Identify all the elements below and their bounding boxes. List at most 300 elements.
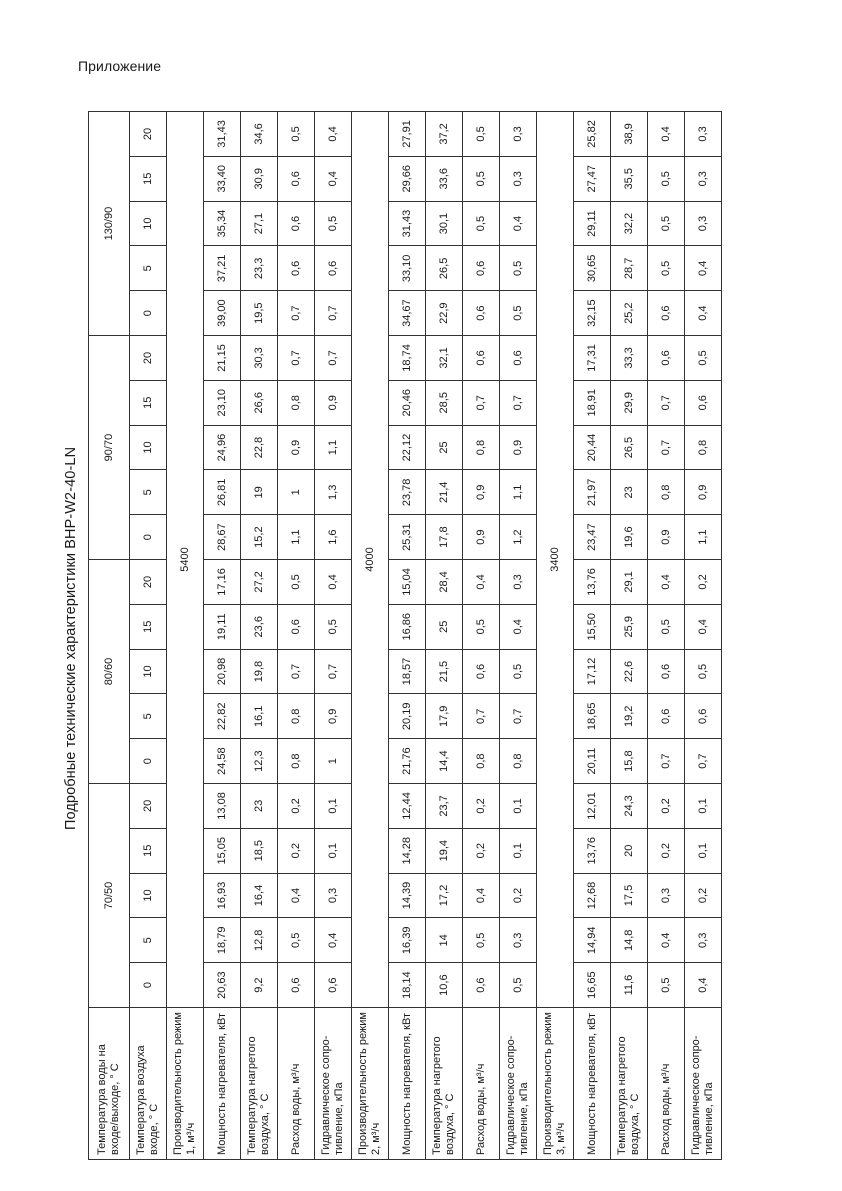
value-cell: 0,4 — [278, 873, 315, 918]
value-cell: 16,65 — [574, 963, 611, 1008]
value-cell: 29,66 — [389, 156, 426, 201]
value-cell: 0,5 — [500, 291, 537, 336]
value-cell: 0,7 — [648, 425, 685, 470]
value-cell: 0,4 — [685, 246, 722, 291]
value-cell: 0,6 — [278, 604, 315, 649]
value-cell: 23,47 — [574, 515, 611, 560]
value-cell: 18,65 — [574, 694, 611, 739]
value-cell: 0,5 — [648, 963, 685, 1008]
value-cell: 25,2 — [611, 291, 648, 336]
parameter-label: Расход воды, м³/ч — [463, 1008, 500, 1160]
value-cell: 0,6 — [500, 336, 537, 381]
value-cell: 16,93 — [204, 873, 241, 918]
value-cell: 0,3 — [500, 156, 537, 201]
parameter-label: Мощность нагревателя, кВт — [204, 1008, 241, 1160]
value-cell: 15,2 — [241, 515, 278, 560]
value-cell: 19,6 — [611, 515, 648, 560]
value-cell: 33,10 — [389, 246, 426, 291]
value-cell: 27,91 — [389, 112, 426, 157]
value-cell: 0,6 — [648, 291, 685, 336]
value-cell: 34,6 — [241, 112, 278, 157]
value-cell: 21,76 — [389, 739, 426, 784]
value-cell: 1,1 — [315, 425, 352, 470]
value-cell: 0,5 — [278, 918, 315, 963]
value-cell: 31,43 — [204, 112, 241, 157]
mode-label: Производительность режим 1, м³/ч — [167, 1008, 204, 1160]
value-cell: 32,1 — [426, 336, 463, 381]
value-cell: 1,3 — [315, 470, 352, 515]
value-cell: 27,47 — [574, 156, 611, 201]
value-cell: 0,6 — [278, 156, 315, 201]
value-cell: 1 — [278, 470, 315, 515]
value-cell: 0,5 — [500, 649, 537, 694]
value-cell: 0,9 — [685, 470, 722, 515]
value-cell: 26,6 — [241, 380, 278, 425]
value-cell: 0,6 — [315, 246, 352, 291]
value-cell: 0,4 — [648, 560, 685, 605]
value-cell: 18,57 — [389, 649, 426, 694]
value-cell: 0,7 — [500, 380, 537, 425]
value-cell: 21,97 — [574, 470, 611, 515]
value-cell: 1 — [315, 739, 352, 784]
value-cell: 0,9 — [648, 515, 685, 560]
value-cell: 12,44 — [389, 784, 426, 829]
parameter-label: Гидравлическое сопро- тивление, кПа — [685, 1008, 722, 1160]
value-cell: 30,3 — [241, 336, 278, 381]
value-cell: 24,96 — [204, 425, 241, 470]
data-row — [241, 112, 278, 1160]
value-cell: 11,6 — [611, 963, 648, 1008]
value-cell: 16,4 — [241, 873, 278, 918]
value-cell: 29,1 — [611, 560, 648, 605]
value-cell: 1,2 — [500, 515, 537, 560]
value-cell: 0,7 — [500, 694, 537, 739]
value-cell: 15,50 — [574, 604, 611, 649]
value-cell: 24,58 — [204, 739, 241, 784]
value-cell: 26,81 — [204, 470, 241, 515]
mode-label: Производительность режим 2, м³/ч — [352, 1008, 389, 1160]
value-cell: 16,86 — [389, 604, 426, 649]
value-cell: 0,6 — [463, 963, 500, 1008]
value-cell: 0,6 — [463, 336, 500, 381]
value-cell: 0,7 — [685, 739, 722, 784]
value-cell: 25 — [426, 425, 463, 470]
value-cell: 0,5 — [463, 604, 500, 649]
parameter-label: Гидравлическое сопро- тивление, кПа — [500, 1008, 537, 1160]
data-row — [463, 112, 500, 1160]
value-cell: 0,7 — [648, 739, 685, 784]
value-cell: 29,9 — [611, 380, 648, 425]
document-title: Подробные технические характеристики ВНР-W2-40-LN — [63, 446, 79, 830]
value-cell: 0,6 — [648, 649, 685, 694]
value-cell: 18,14 — [389, 963, 426, 1008]
value-cell: 17,31 — [574, 336, 611, 381]
value-cell: 0,5 — [315, 201, 352, 246]
data-row — [389, 112, 426, 1160]
value-cell: 37,2 — [426, 112, 463, 157]
air-temp-header-cell: 5 — [130, 470, 167, 515]
value-cell: 0,9 — [500, 425, 537, 470]
value-cell: 0,3 — [315, 873, 352, 918]
mode-row — [537, 112, 574, 1160]
value-cell: 0,4 — [500, 201, 537, 246]
air-temp-header-cell: 5 — [130, 918, 167, 963]
value-cell: 28,4 — [426, 560, 463, 605]
value-cell: 0,9 — [463, 470, 500, 515]
value-cell: 0,9 — [463, 515, 500, 560]
data-row — [204, 112, 241, 1160]
value-cell: 0,7 — [463, 694, 500, 739]
mode-row — [352, 112, 389, 1160]
value-cell: 18,79 — [204, 918, 241, 963]
value-cell: 0,6 — [315, 963, 352, 1008]
page-header: Приложение — [78, 58, 162, 74]
parameter-label: Гидравлическое сопро- тивление, кПа — [315, 1008, 352, 1160]
value-cell: 22,12 — [389, 425, 426, 470]
parameter-label: Температура нагретого воздуха, ° С — [611, 1008, 648, 1160]
value-cell: 0,4 — [315, 156, 352, 201]
value-cell: 0,1 — [500, 828, 537, 873]
value-cell: 0,2 — [278, 784, 315, 829]
value-cell: 20,44 — [574, 425, 611, 470]
value-cell: 0,5 — [278, 560, 315, 605]
value-cell: 0,5 — [315, 604, 352, 649]
value-cell: 13,76 — [574, 560, 611, 605]
value-cell: 0,6 — [648, 694, 685, 739]
air-temp-header-cell: 20 — [130, 336, 167, 381]
value-cell: 0,3 — [685, 201, 722, 246]
air-temp-header-cell: 20 — [130, 784, 167, 829]
value-cell: 15,04 — [389, 560, 426, 605]
value-cell: 0,6 — [463, 649, 500, 694]
value-cell: 0,6 — [463, 291, 500, 336]
value-cell: 17,8 — [426, 515, 463, 560]
value-cell: 28,5 — [426, 380, 463, 425]
value-cell: 25 — [426, 604, 463, 649]
water-temp-header-row — [89, 112, 130, 1160]
value-cell: 0,4 — [463, 873, 500, 918]
value-cell: 18,74 — [389, 336, 426, 381]
value-cell: 18,5 — [241, 828, 278, 873]
value-cell: 0,1 — [685, 784, 722, 829]
value-cell: 0,4 — [463, 560, 500, 605]
value-cell: 35,5 — [611, 156, 648, 201]
value-cell: 19 — [241, 470, 278, 515]
air-temp-header-cell: 0 — [130, 515, 167, 560]
value-cell: 24,3 — [611, 784, 648, 829]
value-cell: 23,10 — [204, 380, 241, 425]
value-cell: 0,9 — [315, 380, 352, 425]
value-cell: 22,8 — [241, 425, 278, 470]
value-cell: 27,2 — [241, 560, 278, 605]
value-cell: 19,8 — [241, 649, 278, 694]
value-cell: 0,4 — [315, 918, 352, 963]
value-cell: 12,01 — [574, 784, 611, 829]
value-cell: 0,8 — [463, 425, 500, 470]
value-cell: 0,5 — [463, 918, 500, 963]
parameter-label: Мощность нагревателя, кВт — [389, 1008, 426, 1160]
mode-airflow-value: 5400 — [167, 112, 204, 1008]
value-cell: 0,6 — [278, 963, 315, 1008]
mode-row — [167, 112, 204, 1160]
value-cell: 17,5 — [611, 873, 648, 918]
data-row — [426, 112, 463, 1160]
value-cell: 0,2 — [278, 828, 315, 873]
value-cell: 25,82 — [574, 112, 611, 157]
value-cell: 0,7 — [315, 336, 352, 381]
mode-label: Производительность режим 3, м³/ч — [537, 1008, 574, 1160]
parameter-label: Расход воды, м³/ч — [278, 1008, 315, 1160]
value-cell: 0,4 — [315, 112, 352, 157]
value-cell: 0,4 — [648, 112, 685, 157]
value-cell: 20,11 — [574, 739, 611, 784]
value-cell: 25,31 — [389, 515, 426, 560]
value-cell: 0,9 — [315, 694, 352, 739]
value-cell: 0,4 — [315, 560, 352, 605]
value-cell: 18,91 — [574, 380, 611, 425]
value-cell: 26,5 — [611, 425, 648, 470]
value-cell: 22,82 — [204, 694, 241, 739]
value-cell: 21,5 — [426, 649, 463, 694]
value-cell: 39,00 — [204, 291, 241, 336]
value-cell: 30,1 — [426, 201, 463, 246]
value-cell: 0,5 — [648, 246, 685, 291]
value-cell: 0,5 — [648, 156, 685, 201]
value-cell: 32,15 — [574, 291, 611, 336]
value-cell: 34,67 — [389, 291, 426, 336]
air-temp-header-cell: 15 — [130, 156, 167, 201]
value-cell: 20,98 — [204, 649, 241, 694]
value-cell: 0,5 — [500, 246, 537, 291]
air-temp-header-cell: 0 — [130, 739, 167, 784]
value-cell: 0,7 — [463, 380, 500, 425]
value-cell: 0,3 — [685, 112, 722, 157]
value-cell: 17,2 — [426, 873, 463, 918]
value-cell: 0,7 — [278, 291, 315, 336]
value-cell: 25,9 — [611, 604, 648, 649]
value-cell: 0,7 — [315, 291, 352, 336]
value-cell: 0,4 — [685, 291, 722, 336]
air-temp-header-cell: 0 — [130, 291, 167, 336]
value-cell: 23,6 — [241, 604, 278, 649]
value-cell: 1,1 — [500, 470, 537, 515]
value-cell: 0,8 — [463, 739, 500, 784]
water-temp-row-label: Температура воды на входе/выходе, ° С — [89, 1008, 130, 1160]
value-cell: 17,16 — [204, 560, 241, 605]
value-cell: 14,28 — [389, 828, 426, 873]
value-cell: 20,19 — [389, 694, 426, 739]
value-cell: 13,08 — [204, 784, 241, 829]
mode-airflow-value: 3400 — [537, 112, 574, 1008]
air-temp-header-row — [130, 112, 167, 1160]
value-cell: 0,5 — [685, 649, 722, 694]
value-cell: 0,5 — [278, 112, 315, 157]
air-temp-header-cell: 15 — [130, 380, 167, 425]
data-row — [574, 112, 611, 1160]
value-cell: 14,8 — [611, 918, 648, 963]
value-cell: 0,6 — [685, 380, 722, 425]
value-cell: 23,3 — [241, 246, 278, 291]
value-cell: 33,6 — [426, 156, 463, 201]
value-cell: 0,5 — [463, 201, 500, 246]
parameter-label: Температура нагретого воздуха, ° С — [426, 1008, 463, 1160]
value-cell: 20,63 — [204, 963, 241, 1008]
value-cell: 23,7 — [426, 784, 463, 829]
value-cell: 29,11 — [574, 201, 611, 246]
value-cell: 0,6 — [278, 246, 315, 291]
value-cell: 19,11 — [204, 604, 241, 649]
air-temp-header-cell: 20 — [130, 560, 167, 605]
air-temp-header-cell: 5 — [130, 694, 167, 739]
value-cell: 0,7 — [278, 336, 315, 381]
value-cell: 0,7 — [315, 649, 352, 694]
water-temp-group-header: 130/90 — [89, 112, 130, 336]
spec-table-container — [88, 112, 715, 1160]
value-cell: 0,2 — [463, 828, 500, 873]
value-cell: 0,2 — [648, 828, 685, 873]
value-cell: 10,6 — [426, 963, 463, 1008]
value-cell: 28,67 — [204, 515, 241, 560]
value-cell: 0,7 — [278, 649, 315, 694]
data-row — [685, 112, 722, 1160]
value-cell: 1,1 — [685, 515, 722, 560]
parameter-label: Температура нагретого воздуха, ° С — [241, 1008, 278, 1160]
value-cell: 0,7 — [648, 380, 685, 425]
data-row — [611, 112, 648, 1160]
value-cell: 0,5 — [648, 604, 685, 649]
air-temp-header-cell: 15 — [130, 828, 167, 873]
value-cell: 13,76 — [574, 828, 611, 873]
value-cell: 0,1 — [685, 828, 722, 873]
value-cell: 0,3 — [500, 918, 537, 963]
value-cell: 14,4 — [426, 739, 463, 784]
value-cell: 0,2 — [685, 873, 722, 918]
value-cell: 16,39 — [389, 918, 426, 963]
value-cell: 1,6 — [315, 515, 352, 560]
value-cell: 0,2 — [463, 784, 500, 829]
value-cell: 0,6 — [685, 694, 722, 739]
mode-airflow-value: 4000 — [352, 112, 389, 1008]
value-cell: 0,3 — [500, 112, 537, 157]
value-cell: 1,1 — [278, 515, 315, 560]
value-cell: 0,4 — [500, 604, 537, 649]
value-cell: 12,68 — [574, 873, 611, 918]
value-cell: 0,4 — [685, 963, 722, 1008]
value-cell: 22,9 — [426, 291, 463, 336]
data-row — [648, 112, 685, 1160]
water-temp-group-header: 70/50 — [89, 784, 130, 1008]
value-cell: 35,34 — [204, 201, 241, 246]
value-cell: 31,43 — [389, 201, 426, 246]
value-cell: 19,5 — [241, 291, 278, 336]
value-cell: 0,3 — [500, 560, 537, 605]
water-temp-group-header: 90/70 — [89, 336, 130, 560]
value-cell: 0,2 — [500, 873, 537, 918]
value-cell: 0,3 — [685, 918, 722, 963]
value-cell: 14,94 — [574, 918, 611, 963]
air-temp-header-cell: 5 — [130, 246, 167, 291]
value-cell: 0,5 — [500, 963, 537, 1008]
value-cell: 0,8 — [685, 425, 722, 470]
value-cell: 20 — [611, 828, 648, 873]
value-cell: 0,5 — [648, 201, 685, 246]
spec-table — [88, 111, 722, 1160]
value-cell: 0,3 — [685, 156, 722, 201]
parameter-label: Мощность нагревателя, кВт — [574, 1008, 611, 1160]
value-cell: 0,8 — [278, 739, 315, 784]
value-cell: 0,9 — [278, 425, 315, 470]
value-cell: 30,9 — [241, 156, 278, 201]
value-cell: 20,46 — [389, 380, 426, 425]
value-cell: 0,8 — [278, 380, 315, 425]
value-cell: 17,12 — [574, 649, 611, 694]
value-cell: 0,2 — [648, 784, 685, 829]
air-temp-header-cell: 20 — [130, 112, 167, 157]
air-temp-header-cell: 10 — [130, 425, 167, 470]
air-temp-header-cell: 10 — [130, 649, 167, 694]
value-cell: 32,2 — [611, 201, 648, 246]
value-cell: 12,3 — [241, 739, 278, 784]
air-temp-header-cell: 15 — [130, 604, 167, 649]
air-temp-header-cell: 0 — [130, 963, 167, 1008]
value-cell: 19,4 — [426, 828, 463, 873]
value-cell: 0,5 — [685, 336, 722, 381]
value-cell: 22,6 — [611, 649, 648, 694]
value-cell: 0,6 — [463, 246, 500, 291]
air-temp-header-cell: 10 — [130, 201, 167, 246]
value-cell: 23 — [241, 784, 278, 829]
value-cell: 30,65 — [574, 246, 611, 291]
value-cell: 0,1 — [500, 784, 537, 829]
value-cell: 0,3 — [648, 873, 685, 918]
data-row — [278, 112, 315, 1160]
value-cell: 21,15 — [204, 336, 241, 381]
value-cell: 0,6 — [278, 201, 315, 246]
value-cell: 0,1 — [315, 784, 352, 829]
value-cell: 21,4 — [426, 470, 463, 515]
value-cell: 15,8 — [611, 739, 648, 784]
value-cell: 17,9 — [426, 694, 463, 739]
value-cell: 19,2 — [611, 694, 648, 739]
data-row — [315, 112, 352, 1160]
value-cell: 0,1 — [315, 828, 352, 873]
value-cell: 38,9 — [611, 112, 648, 157]
value-cell: 0,5 — [463, 156, 500, 201]
value-cell: 12,8 — [241, 918, 278, 963]
value-cell: 0,8 — [648, 470, 685, 515]
value-cell: 14 — [426, 918, 463, 963]
value-cell: 0,8 — [500, 739, 537, 784]
value-cell: 0,8 — [278, 694, 315, 739]
value-cell: 14,39 — [389, 873, 426, 918]
water-temp-group-header: 80/60 — [89, 560, 130, 784]
value-cell: 23,78 — [389, 470, 426, 515]
value-cell: 0,6 — [648, 336, 685, 381]
data-row — [500, 112, 537, 1160]
value-cell: 23 — [611, 470, 648, 515]
value-cell: 27,1 — [241, 201, 278, 246]
air-temp-header-cell: 10 — [130, 873, 167, 918]
value-cell: 26,5 — [426, 246, 463, 291]
air-temp-row-label: Температура воздуха входе, ° С — [130, 1008, 167, 1160]
parameter-label: Расход воды, м³/ч — [648, 1008, 685, 1160]
value-cell: 0,2 — [685, 560, 722, 605]
value-cell: 15,05 — [204, 828, 241, 873]
value-cell: 0,4 — [685, 604, 722, 649]
value-cell: 33,40 — [204, 156, 241, 201]
value-cell: 37,21 — [204, 246, 241, 291]
value-cell: 0,4 — [648, 918, 685, 963]
